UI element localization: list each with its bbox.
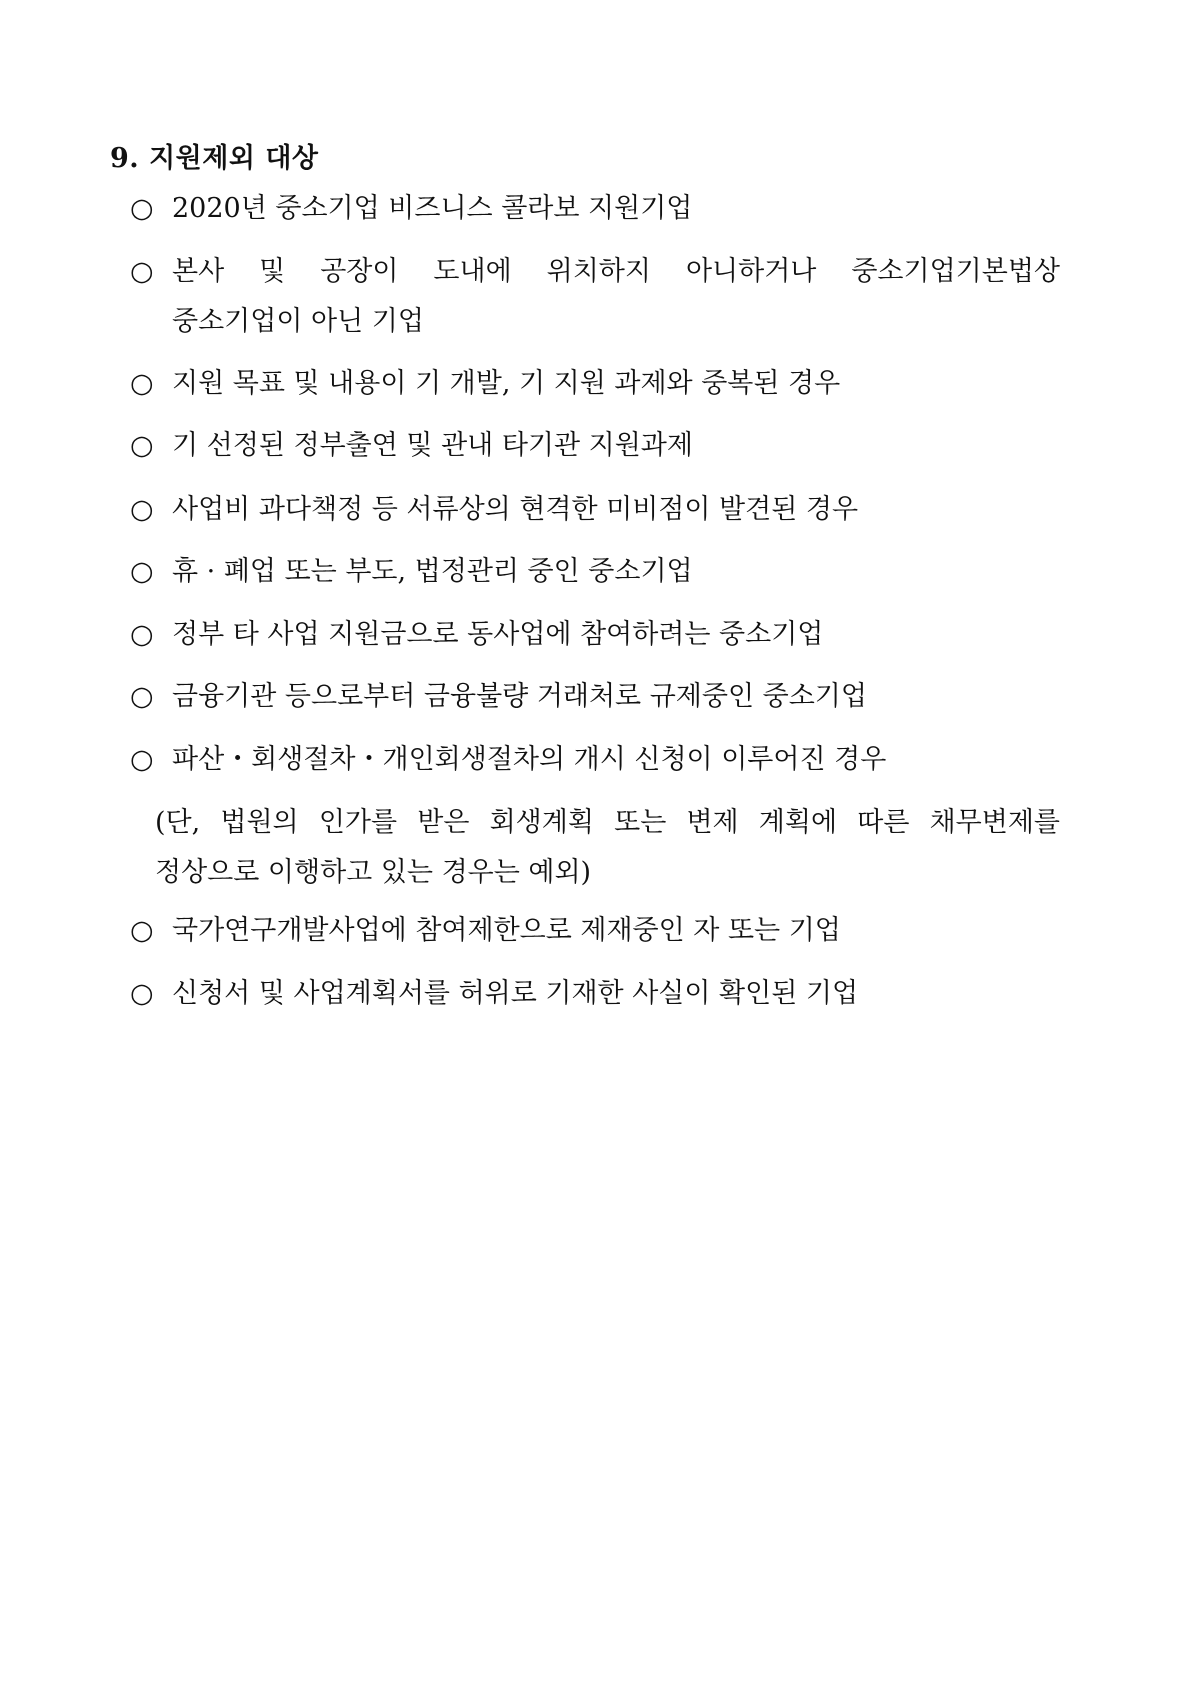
bullet-icon: ○ xyxy=(130,494,154,525)
exception-note-line-2: 정상으로 이행하고 있는 경우는 예외) xyxy=(155,857,592,888)
bullet-icon: ○ xyxy=(130,744,154,775)
bullet-icon: ○ xyxy=(130,430,154,461)
list-item xyxy=(130,481,1090,539)
list-item xyxy=(130,543,1090,601)
list-item xyxy=(130,731,1090,789)
list-item xyxy=(130,668,1090,726)
list-item xyxy=(130,902,1090,960)
list-item-text: 기 선정된 정부출연 및 관내 타기관 지원과제 xyxy=(172,430,693,461)
list-item xyxy=(130,355,1090,413)
bullet-icon: ○ xyxy=(130,978,154,1009)
bullet-icon: ○ xyxy=(130,193,154,224)
list-item-text: 금융기관 등으로부터 금융불량 거래처로 규제중인 중소기업 xyxy=(172,681,867,712)
list-item xyxy=(130,180,1090,238)
list-item-text: 지원 목표 및 내용이 기 개발, 기 지원 과제와 중복된 경우 xyxy=(172,368,841,399)
list-item-text: 본사 및 공장이 도내에 위치하지 아니하거나 중소기업기본법상 xyxy=(172,256,1060,287)
section-heading: 9. 지원제외 대상 xyxy=(110,143,319,174)
list-item xyxy=(130,417,1090,475)
list-item-text: 휴 · 폐업 또는 부도, 법정관리 중인 중소기업 xyxy=(172,556,693,587)
list-item-continuation: 중소기업이 아닌 기업 xyxy=(172,306,424,337)
bullet-icon: ○ xyxy=(130,915,154,946)
list-item-text: 신청서 및 사업계획서를 허위로 기재한 사실이 확인된 기업 xyxy=(172,978,859,1009)
bullet-icon: ○ xyxy=(130,681,154,712)
list-item xyxy=(130,606,1090,664)
bullet-icon: ○ xyxy=(130,619,154,650)
exception-note-line-1: (단, 법원의 인가를 받은 회생계획 또는 변제 계획에 따른 채무변제를 xyxy=(155,807,1060,838)
list-item xyxy=(130,965,1090,1023)
list-item-text: 사업비 과다책정 등 서류상의 현격한 미비점이 발견된 경우 xyxy=(172,494,859,525)
bullet-icon: ○ xyxy=(130,368,154,399)
list-item-text: 정부 타 사업 지원금으로 동사업에 참여하려는 중소기업 xyxy=(172,619,824,650)
list-item-text: 2020년 중소기업 비즈니스 콜라보 지원기업 xyxy=(172,193,693,224)
bullet-icon: ○ xyxy=(130,256,154,287)
bullet-icon: ○ xyxy=(130,556,154,587)
list-item-text: 파산・회생절차・개인회생절차의 개시 신청이 이루어진 경우 xyxy=(172,744,887,775)
list-item-text: 국가연구개발사업에 참여제한으로 제재중인 자 또는 기업 xyxy=(172,915,841,946)
